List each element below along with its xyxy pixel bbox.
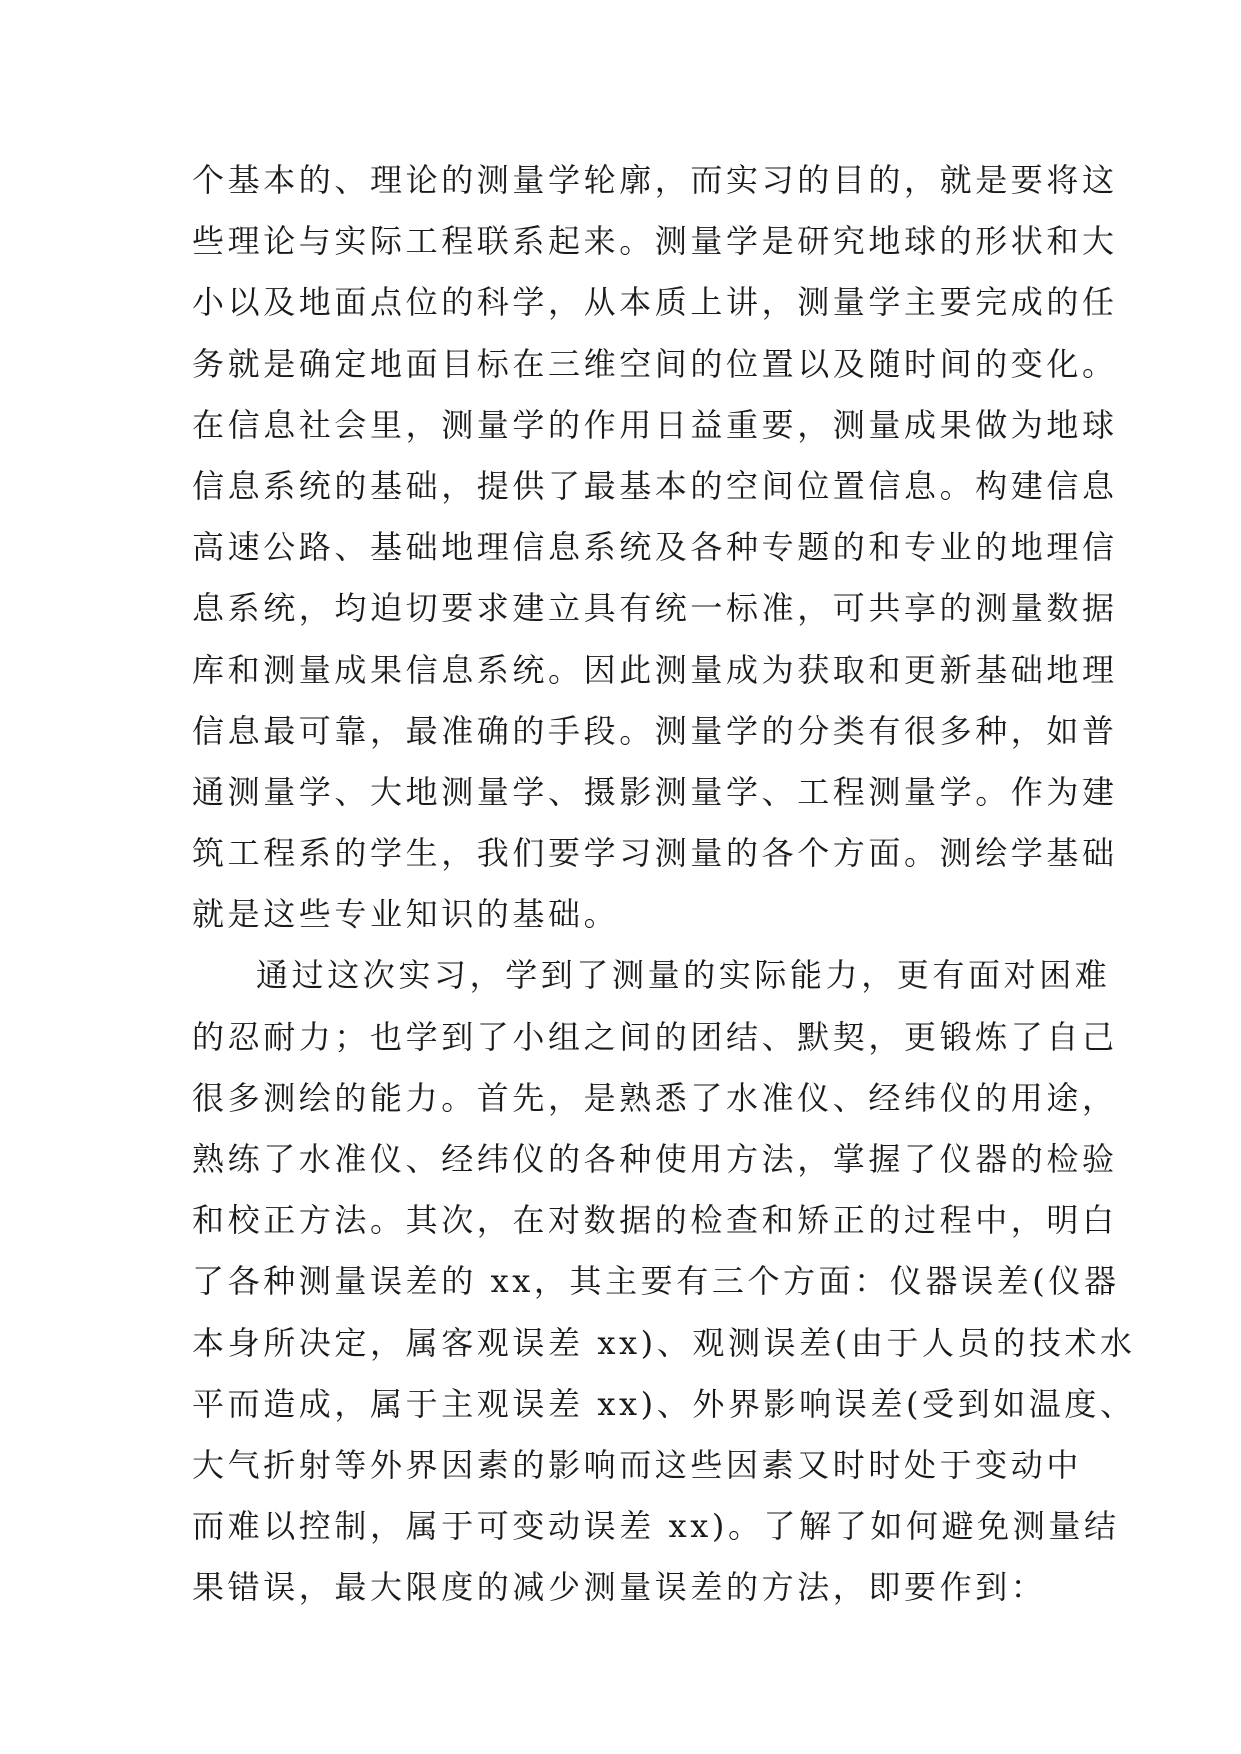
text-line: 熟练了水准仪、经纬仪的各种使用方法，掌握了仪器的检验 <box>192 1140 1118 1178</box>
text-line: 本身所决定，属客观误差 xx)、观测误差(由于人员的技术水 <box>192 1323 1136 1362</box>
text-line: 很多测绘的能力。首先，是熟悉了水准仪、经纬仪的用途， <box>192 1078 1118 1117</box>
text-line: 而难以控制，属于可变动误差 xx)。了解了如何避免测量结 <box>192 1507 1120 1546</box>
text-line: 就是这些专业知识的基础。 <box>192 895 620 934</box>
text-line: 和校正方法。其次，在对数据的检查和矫正的过程中，明白 <box>192 1201 1118 1240</box>
text-line: 高速公路、基础地理信息系统及各种专题的和专业的地理信 <box>192 528 1118 567</box>
text-line: 筑工程系的学生，我们要学习测量的各个方面。测绘学基础 <box>192 834 1118 873</box>
text-line: 个基本的、理论的测量学轮廓，而实习的目的，就是要将这 <box>192 161 1118 199</box>
text-line: 通过这次实习，学到了测量的实际能力，更有面对困难 <box>256 956 1111 995</box>
text-line: 务就是确定地面目标在三维空间的位置以及随时间的变化。 <box>192 344 1118 383</box>
text-line: 大气折射等外界因素的影响而这些因素又时时处于变动中 <box>192 1445 1083 1484</box>
text-line: 息系统，均迫切要求建立具有统一标准，可共享的测量数据 <box>192 589 1118 628</box>
text-line: 信息最可靠，最准确的手段。测量学的分类有很多种，如普 <box>192 711 1118 750</box>
paragraph-2 <box>192 955 1136 1628</box>
text-line: 小以及地面点位的科学，从本质上讲，测量学主要完成的任 <box>192 283 1118 322</box>
text-line: 些理论与实际工程联系起来。测量学是研究地球的形状和大 <box>192 222 1118 261</box>
text-line: 在信息社会里，测量学的作用日益重要，测量成果做为地球 <box>192 405 1118 444</box>
paragraph-1 <box>192 160 1118 955</box>
text-line: 了各种测量误差的 xx，其主要有三个方面：仪器误差(仪器 <box>192 1262 1120 1301</box>
text-line: 平而造成，属于主观误差 xx)、外界影响误差(受到如温度、 <box>192 1384 1136 1423</box>
text-line: 信息系统的基础，提供了最基本的空间位置信息。构建信息 <box>192 466 1118 505</box>
text-line: 的忍耐力；也学到了小组之间的团结、默契，更锻炼了自己 <box>192 1017 1118 1056</box>
text-line: 果错误，最大限度的减少测量误差的方法，即要作到： <box>192 1568 1047 1607</box>
body-text <box>192 160 1136 1629</box>
text-line: 通测量学、大地测量学、摄影测量学、工程测量学。作为建 <box>192 772 1118 811</box>
text-line: 库和测量成果信息系统。因此测量成为获取和更新基础地理 <box>192 650 1118 689</box>
